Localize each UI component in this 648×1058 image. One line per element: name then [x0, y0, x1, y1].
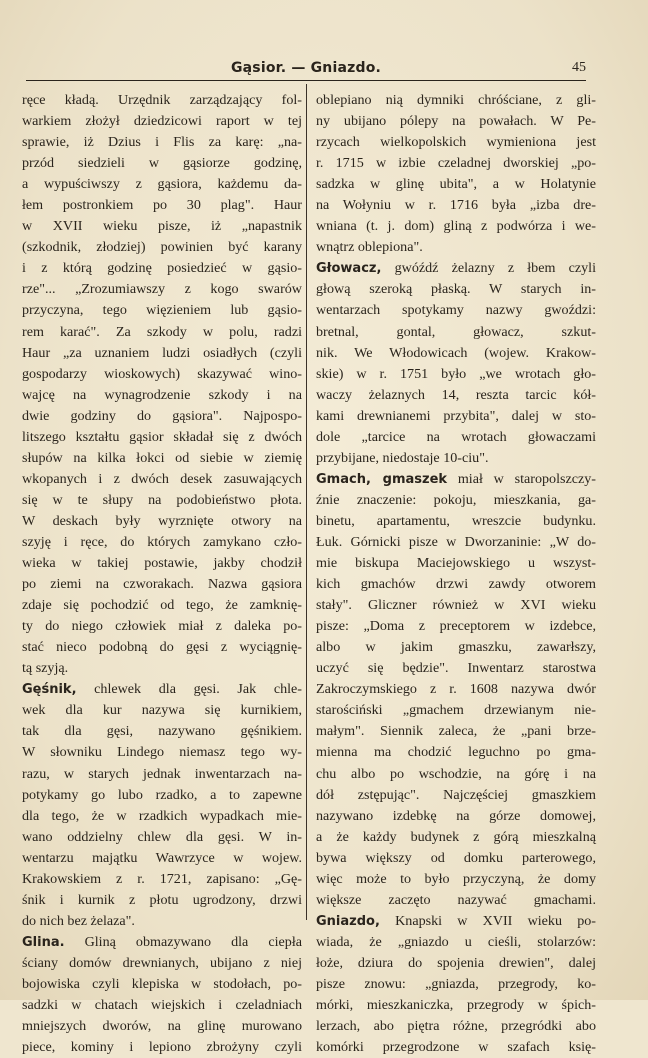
line-text: i z którą godzinę posiedzieć w gąsio-: [22, 260, 302, 277]
header-rule: [26, 80, 586, 81]
line-text: dwie godziny do gąsiora". Najpospo-: [22, 407, 302, 424]
line-text: rem karać". Za szkody w polu, radzi: [22, 323, 302, 340]
line-text: nik. We Włodowicach (wojew. Krakow-: [316, 344, 596, 361]
text-line: [316, 869, 596, 890]
running-head: [26, 56, 586, 82]
text-line: [316, 90, 596, 111]
text-line: [22, 1016, 302, 1037]
text-line: [316, 911, 596, 932]
line-text: oblepiano nią dymniki chróściane, z gli-: [316, 92, 596, 108]
line-text: Krakowskiem z r. 1721, zapisano: „Gę-: [22, 870, 302, 887]
entry-headword: Gmach, gmaszek: [316, 471, 448, 487]
line-text: bojowiska czyli klepiska w stodołach, po-: [22, 975, 302, 992]
text-line: [22, 406, 302, 427]
text-line: [22, 532, 302, 553]
line-text: stały". Gliczner również w XVI wieku: [316, 597, 596, 614]
text-line: [22, 953, 302, 974]
text-line: [22, 90, 302, 111]
line-text: a że każdy budynek z górą mieszkalną: [316, 828, 596, 845]
text-line: [22, 553, 302, 574]
text-line: [316, 385, 596, 406]
line-text: ręce kładą. Urzędnik zarządzający fol-: [22, 92, 302, 108]
line-text: wentarzu majątku Wawrzyce w wojew.: [22, 849, 302, 866]
text-line: [22, 679, 302, 700]
text-line: [22, 890, 302, 911]
line-text: (szkodnik, złodziej) powinien być karany: [22, 239, 302, 256]
text-line: [316, 637, 596, 658]
line-text: chlewek dla gęsi. Jak chle-: [76, 681, 302, 698]
text-line: [22, 469, 302, 490]
column-divider: [306, 84, 307, 920]
text-line: [316, 995, 596, 1016]
line-text: sadzka w glinę ubita", a w Holatynie: [316, 176, 596, 193]
line-text: tą szyją.: [22, 660, 69, 677]
text-line: [22, 616, 302, 637]
text-line: [316, 216, 596, 237]
line-text: dole „tarcice na wrotach głowaczami: [316, 428, 596, 445]
line-text: mniejszych dworów, na glinę murowano: [22, 1018, 302, 1035]
line-text: słupów na kilka łokci od siebie w ziemię: [22, 449, 302, 466]
text-line: [316, 300, 596, 321]
line-text: mórki, mieszkaniczka, przegrody w śpich-: [316, 997, 596, 1014]
line-text: śnik i kurnik z płotu ugrodzony, drzwi: [22, 891, 302, 908]
line-text: pisze znowu: „gniazda, przegrody, ko-: [316, 975, 596, 992]
line-text: przybijane, niedostaje 10-ciu".: [316, 449, 489, 466]
text-line: [316, 616, 596, 637]
line-text: ściany domów drewnianych, ubijano z niej: [22, 954, 302, 971]
text-line: [22, 869, 302, 890]
text-line: [22, 279, 302, 300]
text-line: [22, 364, 302, 385]
line-text: tak dla gęsi, nazywano gęśnikiem.: [22, 723, 302, 740]
text-line: [22, 448, 302, 469]
text-line: [316, 448, 596, 469]
line-text: przód siedzieli w gąsiorze godzinę,: [22, 155, 302, 172]
line-text: piece, kominy i lepiono zbrożyny czyli: [22, 1039, 302, 1056]
line-text: nazywano izdebkę na górze domowej,: [316, 807, 596, 824]
text-line: [316, 195, 596, 216]
line-text: lerzach, abo piętra różne, przegródki abo: [316, 1018, 596, 1035]
text-line: [316, 343, 596, 364]
line-text: do nich bez żelaza".: [22, 912, 135, 929]
text-line: [22, 700, 302, 721]
text-line: [316, 490, 596, 511]
line-text: bywa większy od domku parterowego,: [316, 849, 596, 866]
line-text: Haur „za uznaniem ludzi osiadłych (czyli: [22, 344, 302, 361]
text-line: [22, 258, 302, 279]
text-line: [316, 658, 596, 679]
text-line: [316, 174, 596, 195]
line-text: a wypuściwszy z gąsiora, każdemu da-: [22, 176, 302, 193]
line-text: łem postronkiem po 30 plag". Haur: [22, 197, 302, 214]
text-line: [316, 532, 596, 553]
line-text: mienna ma chodzić leguchno po gma-: [316, 744, 596, 761]
text-line: [316, 111, 596, 132]
text-line: [22, 132, 302, 153]
text-line: [22, 742, 302, 763]
text-line: [316, 258, 596, 279]
line-text: wano oddzielny chlew dla gęsi. W in-: [22, 828, 302, 845]
line-text: głową szeroką płaską. W starych in-: [316, 281, 596, 298]
line-text: Zakroczymskiego z r. 1608 nazywa dwór: [316, 681, 596, 698]
text-line: [22, 827, 302, 848]
text-line: [316, 406, 596, 427]
line-text: Łuk. Górnicki pisze w Dworzaninie: „W do-: [316, 533, 596, 550]
text-line: [22, 995, 302, 1016]
text-line: [316, 848, 596, 869]
line-text: źnie znaczenie: pokoju, mieszkania, ga-: [316, 491, 596, 508]
line-text: się w te słupy na podobieństwo płota.: [22, 491, 302, 508]
text-line: [316, 364, 596, 385]
text-line: [316, 721, 596, 742]
line-text: wkopanych i z dwóch desek zasuwających: [22, 470, 302, 487]
text-line: [316, 511, 596, 532]
text-line: [22, 658, 302, 679]
text-line: [316, 1016, 596, 1037]
text-line: [316, 785, 596, 806]
text-line: [316, 574, 596, 595]
text-line: [22, 343, 302, 364]
left-column: [22, 90, 302, 1058]
text-line: [22, 490, 302, 511]
text-line: [22, 595, 302, 616]
line-text: binetu, apartamentu, wreszcie budynku.: [316, 512, 596, 529]
line-text: dół zstępując". Najczęściej gmaszkiem: [316, 786, 596, 803]
line-text: wniana (t. j. dom) gliną z podwórza i we-: [316, 218, 596, 235]
line-text: w XVII wieku pisze, iż „napastnik: [22, 218, 302, 235]
line-text: skie) w r. 1751 było „we wrotach gło-: [316, 365, 596, 382]
text-line: [22, 764, 302, 785]
line-text: łoże, dziura do spojenia drewien", dalej: [316, 954, 596, 971]
text-line: [22, 848, 302, 869]
text-line: [22, 911, 302, 932]
text-line: [316, 132, 596, 153]
text-line: [316, 595, 596, 616]
text-line: [22, 806, 302, 827]
text-line: [22, 932, 302, 953]
text-line: [22, 111, 302, 132]
line-text: sprawie, iż Dzius i Flis za karę: „na-: [22, 134, 302, 151]
line-text: kami drewnianemi przybita", dalej w sto-: [316, 407, 596, 424]
line-text: warkiem złożył dziedzicowi raport w tej: [22, 113, 302, 130]
line-text: ty do niego człowiek miał z daleka po-: [22, 618, 302, 635]
text-line: [22, 785, 302, 806]
line-text: chu albo po wschodzie, na górę i na: [316, 765, 596, 782]
entry-headword: Gęśnik,: [22, 682, 77, 698]
line-text: r. 1715 w izbie czeladnej dworskiej „po-: [316, 155, 596, 172]
text-line: [316, 700, 596, 721]
line-text: wek dla kur nazywa się kurnikiem,: [22, 702, 302, 719]
line-text: małym". Siennik zaleca, że „pani brze-: [316, 723, 596, 740]
text-line: [22, 195, 302, 216]
text-line: [316, 764, 596, 785]
entry-headword: Głowacz,: [316, 261, 382, 277]
text-line: [22, 637, 302, 658]
text-line: [316, 553, 596, 574]
text-line: [22, 153, 302, 174]
text-line: [22, 974, 302, 995]
entry-headword: Glina.: [22, 934, 65, 950]
line-text: W deskach były wyrznięte otwory na: [22, 512, 302, 529]
right-column: [316, 90, 596, 1058]
text-line: [316, 806, 596, 827]
line-text: pisze: „Doma z preceptorem w izdebce,: [316, 618, 596, 635]
line-text: litszego kształtu gąsior składał się z dwóch: [22, 428, 302, 445]
line-text: sadzki w chatach wiejskich i czeladniach: [22, 997, 302, 1014]
text-line: [316, 742, 596, 763]
page-number: 45: [572, 60, 586, 75]
line-text: razu, w starych jednak inwentarzach na-: [22, 765, 302, 782]
text-line: [316, 153, 596, 174]
line-text: wnątrz oblepiona".: [316, 239, 423, 256]
line-text: Knapski w XVII wieku po-: [379, 912, 596, 929]
line-text: W słowniku Lindego niemasz tego wy-: [22, 744, 302, 761]
line-text: starościński „gmachem drzewianym nie-: [316, 702, 596, 719]
line-text: wentarzach spotykamy nazwy gwoździ:: [316, 302, 596, 319]
text-line: [22, 511, 302, 532]
line-text: albo w jakim gmaszku, zawarłszy,: [316, 639, 596, 656]
text-line: [316, 932, 596, 953]
text-line: [22, 300, 302, 321]
text-line: [316, 237, 596, 258]
line-text: komórki przegrodzone w szafach księ-: [316, 1039, 596, 1056]
text-line: [316, 679, 596, 700]
line-text: miał w staropolszczy-: [447, 470, 596, 487]
entry-headword: Gniazdo,: [316, 913, 380, 929]
text-line: [316, 279, 596, 300]
text-line: [316, 469, 596, 490]
line-text: rze"... „Zrozumiawszy z kogo swarów: [22, 281, 302, 298]
line-text: zdaje się pochodzić od tego, że zamknię-: [22, 597, 302, 614]
text-line: [22, 721, 302, 742]
line-text: wajcę na wynagrodzenie szkody i na: [22, 386, 302, 403]
line-text: Gliną obmazywano dla ciepła: [64, 933, 302, 950]
text-line: [22, 174, 302, 195]
line-text: ny ubijano pólepy na powałach. W Pe-: [316, 113, 596, 130]
text-line: [316, 827, 596, 848]
text-line: [316, 322, 596, 343]
text-line: [22, 427, 302, 448]
line-text: przyczyna, tego więzieniem lub gąsio-: [22, 302, 302, 319]
text-line: [316, 1037, 596, 1058]
line-text: kich gmachów drzwi zawdy otworem: [316, 576, 596, 593]
line-text: stać nieco podobną do gęsi z wyciągnię-: [22, 639, 302, 656]
line-text: rzycach wielkopolskich wymieniona jest: [316, 134, 596, 151]
line-text: uczyć się będzie". Inwentarz starostwa: [316, 660, 596, 677]
line-text: na Wołyniu w r. 1716 była „izba dre-: [316, 197, 596, 214]
line-text: więc może to było przyczyną, że domy: [316, 870, 596, 887]
line-text: szyję i ręce, do których zamykano czło-: [22, 533, 302, 550]
line-text: wiada, że „gniazdo u cieśli, stolarzów:: [316, 933, 596, 950]
text-line: [22, 574, 302, 595]
text-line: [316, 890, 596, 911]
text-line: [316, 953, 596, 974]
line-text: potykamy go lubo rzadko, a to zapewne: [22, 786, 302, 803]
line-text: gospodarzy wioskowych) skazywać wino-: [22, 365, 302, 382]
line-text: większe zaczęto nazywać gmachami.: [316, 891, 596, 908]
text-line: [22, 216, 302, 237]
line-text: mie biskupa Maciejowskiego u wszyst-: [316, 555, 596, 572]
text-line: [22, 385, 302, 406]
line-text: po ziemi na czworakach. Nazwa gąsiora: [22, 576, 302, 593]
text-line: [22, 237, 302, 258]
line-text: gwóźdź żelazny z łbem czyli: [381, 260, 596, 277]
line-text: waczy żelaznych 14, reszta tarcic kół-: [316, 386, 596, 403]
text-line: [22, 322, 302, 343]
running-title: Gąsior. — Gniazdo.: [230, 60, 382, 76]
line-text: bretnal, gontal, głowacz, szkut-: [316, 323, 596, 340]
line-text: wieka w takiej postawie, jakby chodził: [22, 555, 302, 572]
text-line: [316, 427, 596, 448]
line-text: dla tego, że w rzadkich wypadkach mie-: [22, 807, 302, 824]
text-line: [22, 1037, 302, 1058]
text-line: [316, 974, 596, 995]
